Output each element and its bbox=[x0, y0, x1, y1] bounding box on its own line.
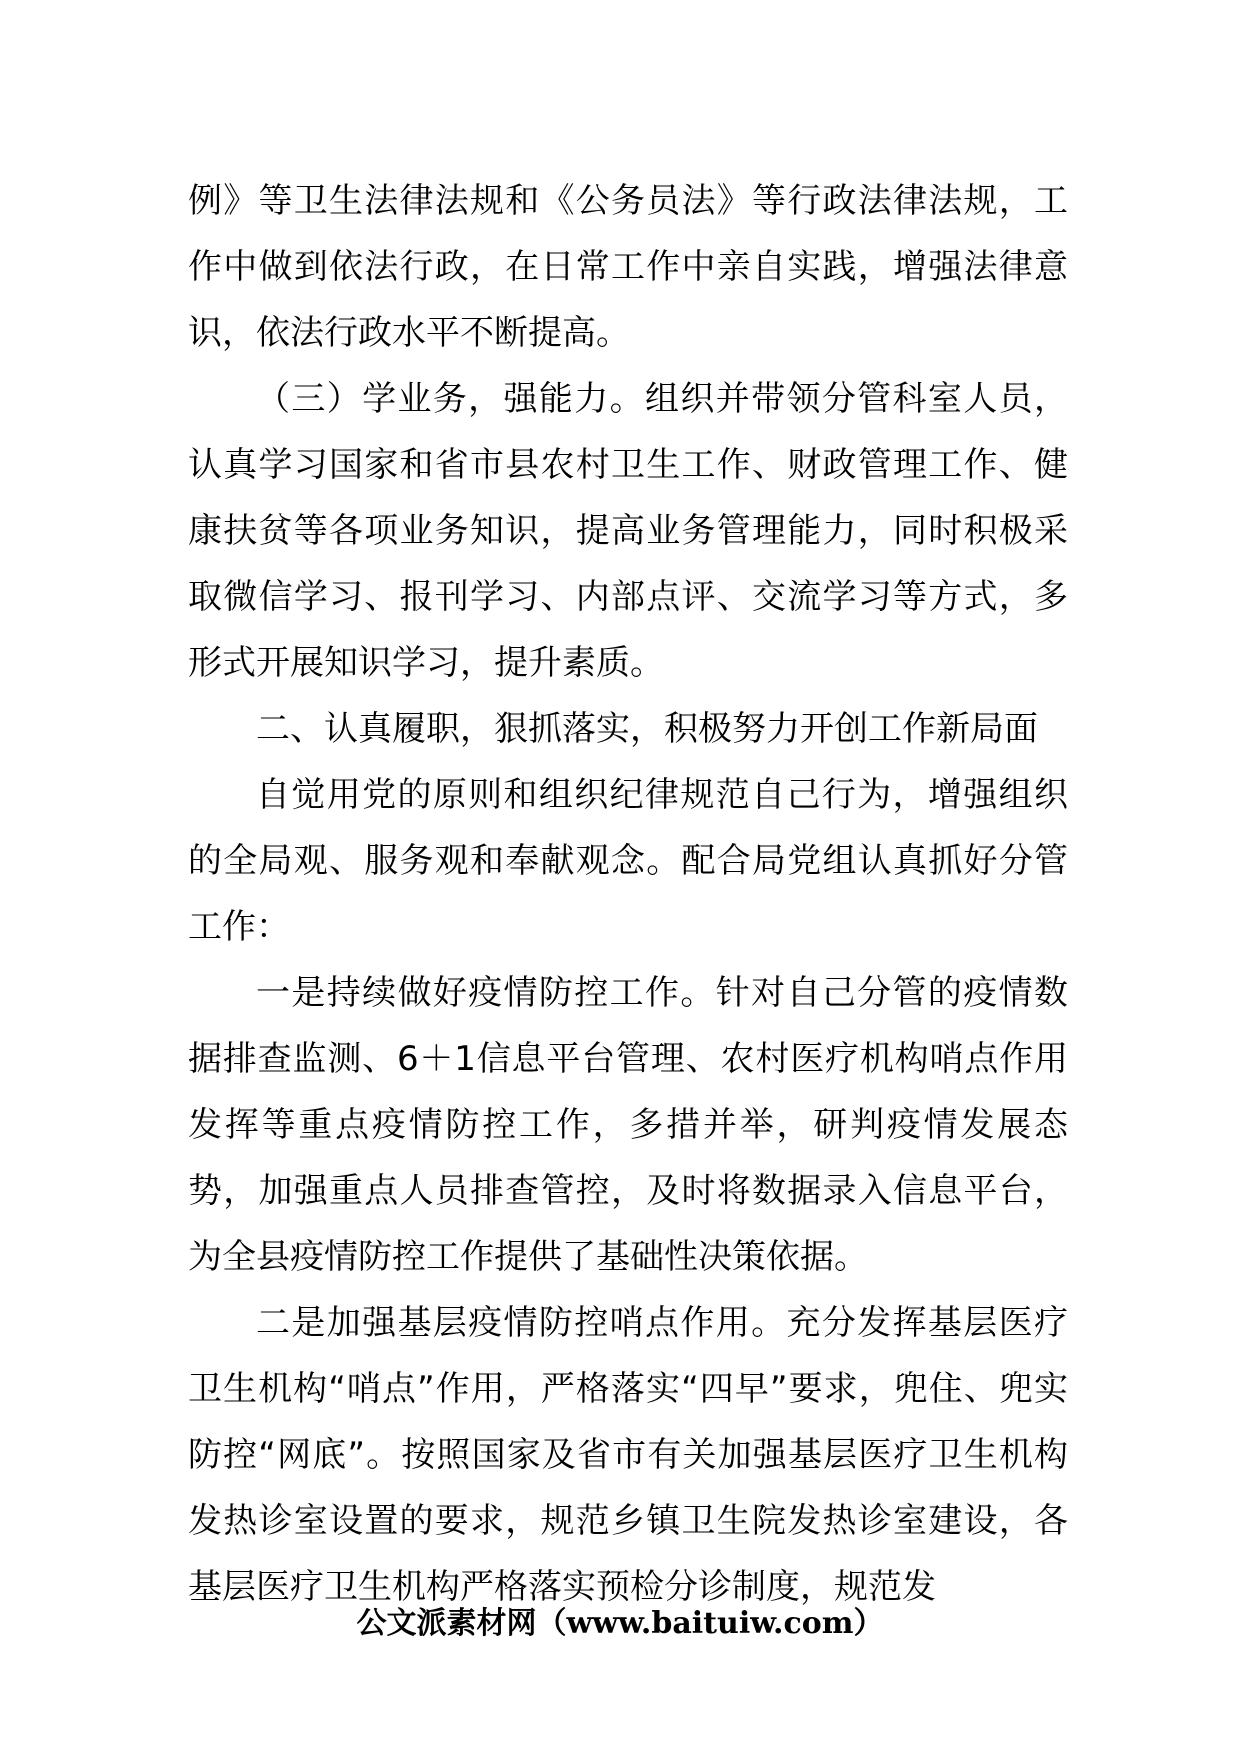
paragraph-grassroots-sentinel: 二是加强基层疫情防控哨点作用。充分发挥基层医疗卫生机构“哨点”作用，严格落实“四早”要求，兜住、兜实防控“网底”。按照国家及省市有关加强基层医疗卫生机构发热诊室设置的要求，规范乡镇卫生院发热诊室建设，各基层医疗卫生机构严格落实预检分诊制度，规范发 bbox=[188, 1303, 1068, 1607]
paragraph-epidemic-prevention: 一是持续做好疫情防控工作。针对自己分管的疫情数据排查监测、6＋1信息平台管理、农村医疗机构哨点作用发挥等重点疫情防控工作，多措并举，研判疫情发展态势，加强重点人员排查管控，及时将数据录入信息平台，为全县疫情防控工作提供了基础性决策依据。 bbox=[188, 973, 1068, 1277]
paragraph-party-discipline: 自觉用党的原则和组织纪律规范自己行为，增强组织的全局观、服务观和奉献观念。配合局党组认真抓好分管工作： bbox=[188, 775, 1068, 947]
footer-watermark: 公文派素材网（www.baituiw.com） bbox=[356, 1606, 884, 1641]
paragraph-legal-study-end: 例》等卫生法律法规和《公务员法》等行政法律法规，工作中做到依法行政，在日常工作中亲自实践，增强法律意识，依法行政水平不断提高。 bbox=[188, 181, 1068, 353]
document-body bbox=[188, 168, 1068, 1620]
section-heading-perform-duties: 二、认真履职，狠抓落实，积极努力开创工作新局面 bbox=[256, 709, 1038, 749]
paragraph-learn-business: （三）学业务，强能力。组织并带领分管科室人员，认真学习国家和省市县农村卫生工作、财政管理工作、健康扶贫等各项业务知识，提高业务管理能力，同时积极采取微信学习、报刊学习、内部点评、交流学习等方式，多形式开展知识学习，提升素质。 bbox=[188, 379, 1068, 683]
